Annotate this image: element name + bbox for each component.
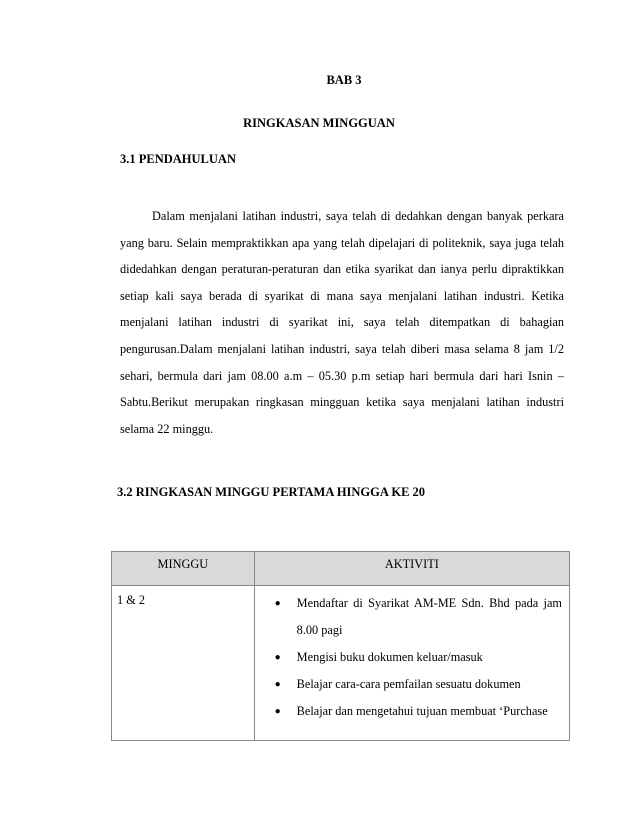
- list-item: [255, 671, 562, 698]
- activity-list: [255, 586, 569, 740]
- chapter-title: RINGKASAN MINGGUAN: [243, 116, 395, 130]
- bullet-icon: ●: [274, 652, 281, 663]
- bullet-icon: ●: [274, 679, 281, 690]
- list-item: [255, 644, 562, 671]
- section-heading-ringkasan: 3.2 RINGKASAN MINGGU PERTAMA HINGGA KE 20: [117, 485, 426, 499]
- week-cell: 1 & 2: [112, 586, 255, 741]
- list-item: [255, 698, 562, 725]
- table-row: [112, 586, 570, 741]
- section-heading-pendahuluan: 3.1 PENDAHULUAN: [120, 152, 236, 166]
- chapter-heading: BAB 3: [326, 73, 362, 87]
- bullet-icon: ●: [274, 706, 281, 717]
- activity-text: Belajar dan mengetahui tujuan membuat ‘Purchase: [296, 704, 548, 718]
- activity-text: Belajar cara-cara pemfailan sesuatu dokumen: [296, 677, 521, 691]
- intro-paragraph: Dalam menjalani latihan industri, saya telah di dedahkan dengan banyak perkara yang baru. Selain mempraktikkan apa yang telah dipelajari di politeknik, saya juga telah didedahkan dengan peraturan-peraturan dan etika syarikat dan ianya perlu dipraktikkan setiap kali saya berada di syarikat di mana saya menjalani latihan industri. Ketika menjalani latihan industri di syarikat ini, saya telah ditempatkan di bahagian pengurusan.Dalam menjalani latihan industri, saya telah diberi masa selama 8 jam 1/2 sehari, bermula dari jam 08.00 a.m – 05.30 p.m setiap hari bermula dari hari Isnin – Sabtu.Berikut merupakan ringkasan mingguan ketika saya menjalani latihan industri selama 22 minggu.: [120, 209, 564, 436]
- activities-cell: [254, 586, 569, 741]
- activity-text: Mendaftar di Syarikat AM-ME Sdn. Bhd pada jam 8.00 pagi: [296, 596, 562, 637]
- bullet-icon: ●: [274, 598, 281, 609]
- list-item: [255, 590, 562, 644]
- table-header-row: [112, 552, 570, 586]
- header-minggu: MINGGU: [112, 552, 255, 586]
- header-aktiviti: AKTIVITI: [254, 552, 569, 586]
- activity-text: Mengisi buku dokumen keluar/masuk: [296, 650, 483, 664]
- weekly-summary-table: [111, 551, 570, 741]
